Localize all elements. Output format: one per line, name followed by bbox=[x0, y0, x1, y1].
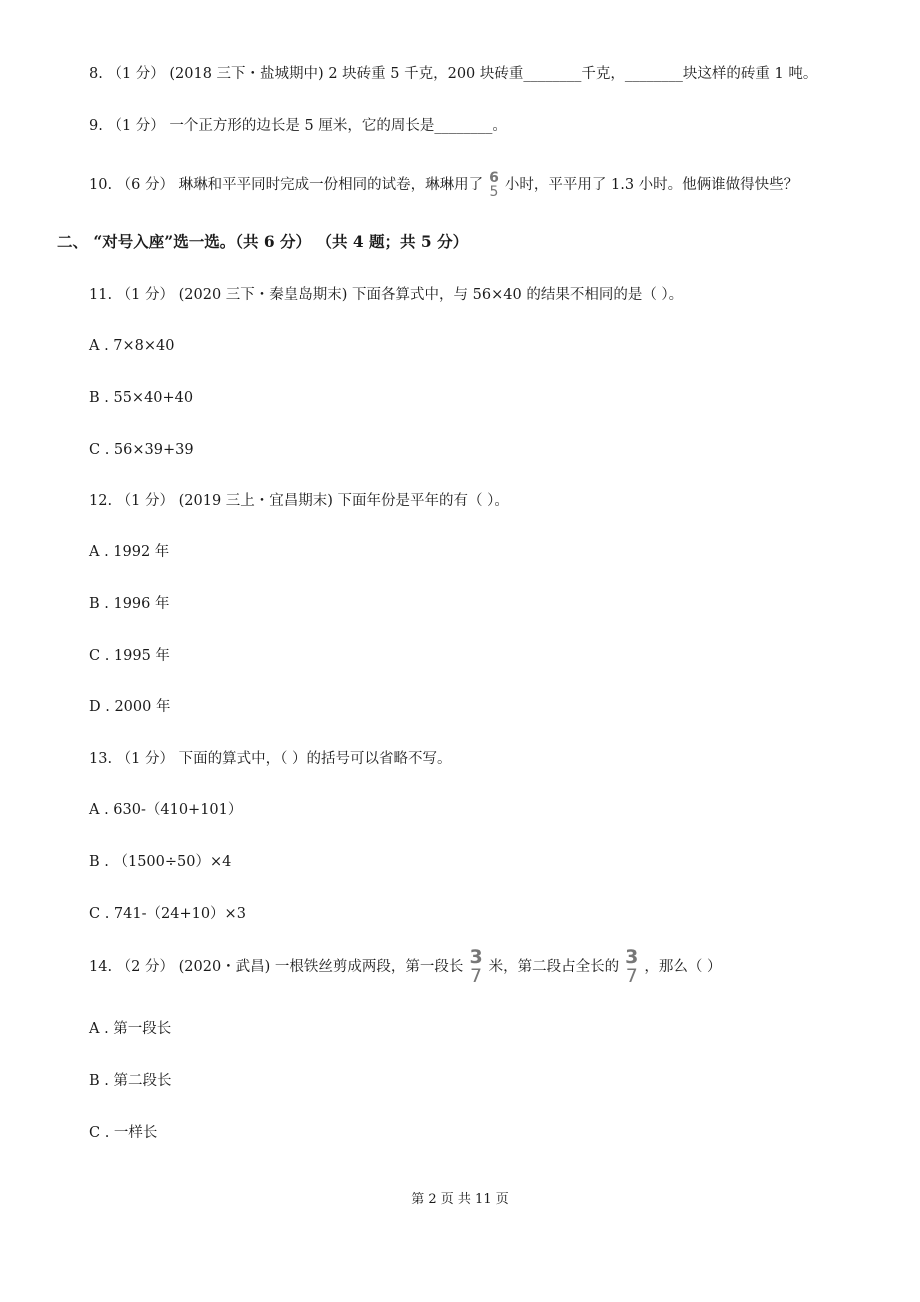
fraction-denominator: 5 bbox=[489, 184, 499, 200]
option-14-b[interactable]: B . 第二段长 bbox=[89, 1073, 172, 1089]
fraction-numerator: 3 bbox=[469, 946, 483, 968]
option-11-c[interactable]: C . 56×39+39 bbox=[89, 442, 194, 458]
option-13-c[interactable]: C . 741-（24+10）×3 bbox=[89, 906, 246, 922]
question-12: 12. （1 分） (2019 三上・宜昌期末) 下面年份是平年的有（ ）。 bbox=[89, 493, 509, 509]
fraction-denominator: 7 bbox=[625, 965, 638, 987]
option-14-c[interactable]: C . 一样长 bbox=[89, 1125, 158, 1141]
question-14-text-middle: 米，第二段占全长的 bbox=[488, 959, 620, 975]
option-12-c[interactable]: C . 1995 年 bbox=[89, 648, 170, 664]
question-10-text-end: 小时，平平用了 1.3 小时。他俩谁做得快些？ bbox=[504, 177, 799, 193]
question-8: 8. （1 分） (2018 三下・盐城期中) 2 块砖重 5 千克，200 块砖重________千克，________块这样的砖重 1 吨。 bbox=[89, 66, 818, 82]
fraction-denominator: 7 bbox=[470, 965, 483, 987]
question-10-text: 10. （6 分） 琳琳和平平同时完成一份相同的试卷，琳琳用了 bbox=[89, 177, 484, 193]
page-footer: 第 2 页 共 11 页 bbox=[411, 1192, 509, 1207]
fraction-numerator: 3 bbox=[625, 946, 639, 968]
question-14-text-end: ，那么（ ） bbox=[644, 959, 722, 975]
section-2-title: 二、 “对号入座”选一选。（共 6 分） （共 4 题；共 5 分） bbox=[57, 232, 469, 251]
question-14 bbox=[89, 945, 722, 989]
fraction-numerator: 6 bbox=[489, 170, 499, 186]
option-11-b[interactable]: B . 55×40+40 bbox=[89, 390, 194, 406]
option-12-a[interactable]: A . 1992 年 bbox=[89, 544, 170, 560]
fraction-6-5 bbox=[489, 171, 499, 199]
question-11: 11. （1 分） (2020 三下・秦皇岛期末) 下面各算式中，与 56×40 的结果不相同的是（ ）。 bbox=[89, 287, 684, 303]
question-14-text: 14. （2 分） (2020・武昌) 一根铁丝剪成两段，第一段长 bbox=[89, 959, 464, 975]
option-11-a[interactable]: A . 7×8×40 bbox=[89, 338, 175, 354]
option-14-a[interactable]: A . 第一段长 bbox=[89, 1021, 172, 1037]
question-10 bbox=[89, 168, 798, 202]
fraction-3-7-second bbox=[625, 948, 638, 986]
question-9: 9. （1 分） 一个正方形的边长是 5 厘米，它的周长是________。 bbox=[89, 118, 507, 134]
fraction-3-7-first bbox=[469, 948, 482, 986]
option-13-b[interactable]: B . （1500÷50）×4 bbox=[89, 854, 232, 870]
option-13-a[interactable]: A . 630-（410+101） bbox=[89, 802, 243, 818]
question-13: 13. （1 分） 下面的算式中，（ ）的括号可以省略不写。 bbox=[89, 751, 452, 767]
option-12-d[interactable]: D . 2000 年 bbox=[89, 699, 171, 715]
option-12-b[interactable]: B . 1996 年 bbox=[89, 596, 170, 612]
